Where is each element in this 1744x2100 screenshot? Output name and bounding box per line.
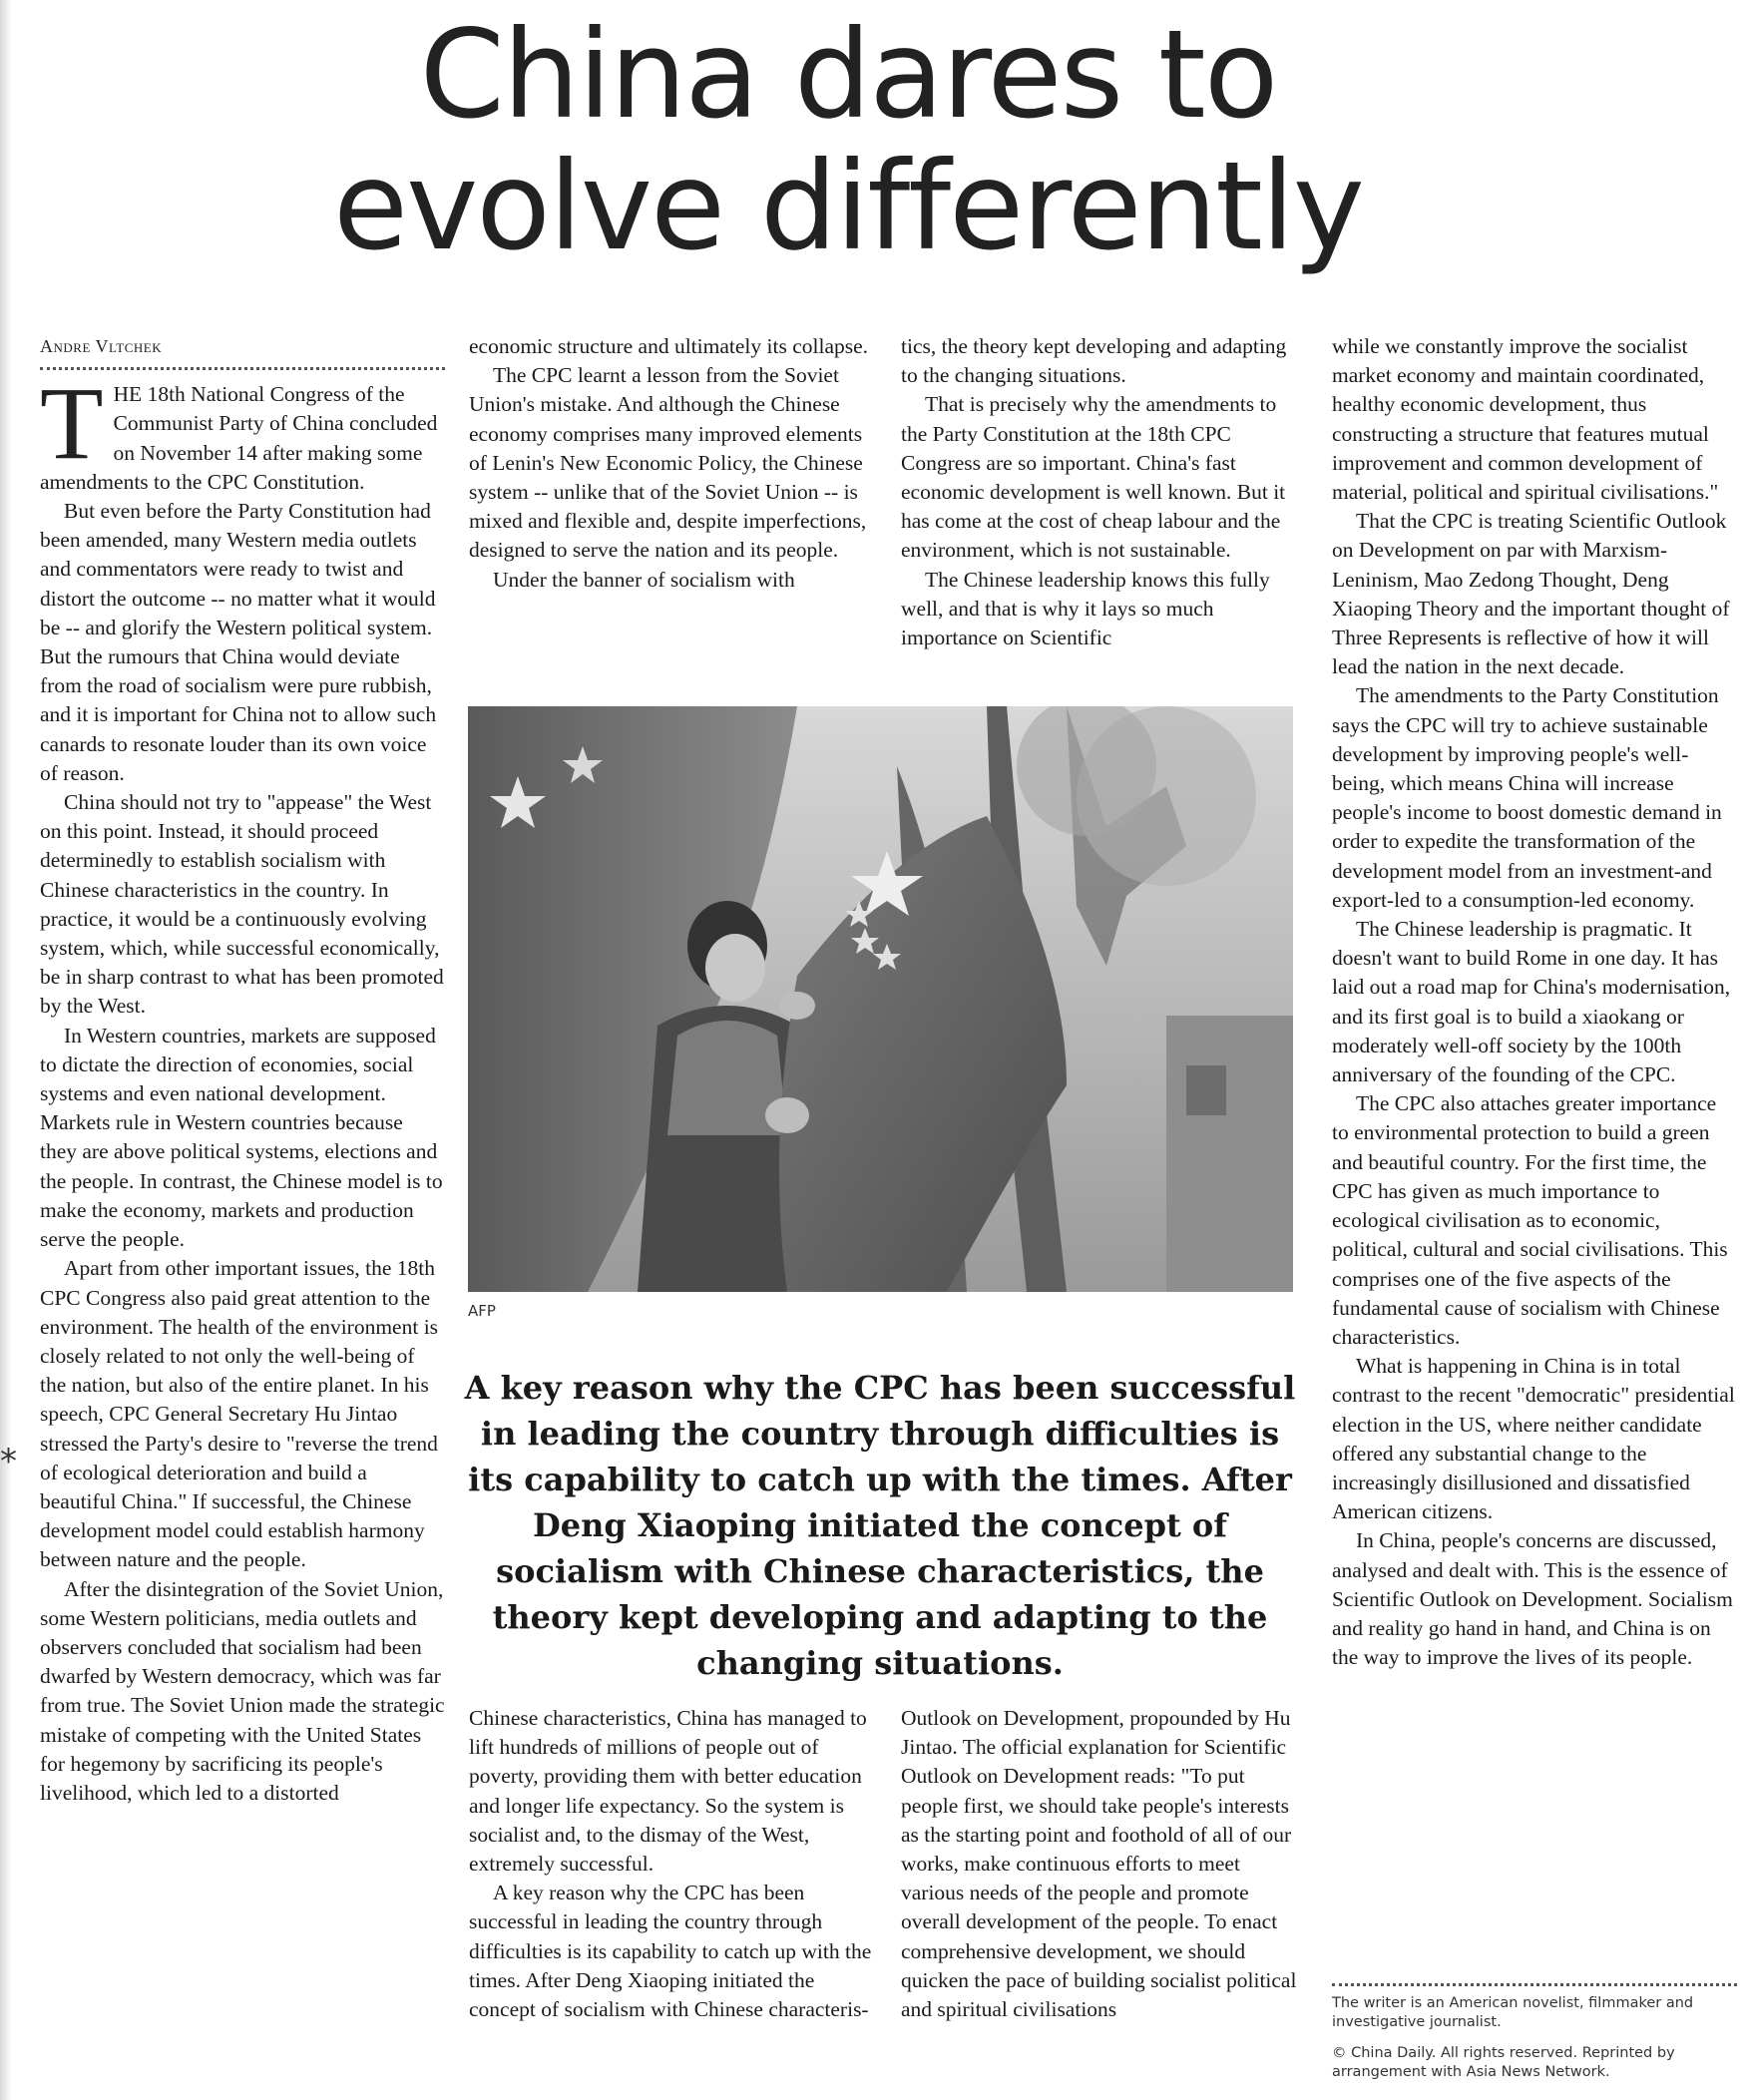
column-2-top <box>469 332 874 686</box>
paragraph: The CPC learnt a lesson from the Soviet Union's mistake. And although the Chinese economy comprises many improved elements of Lenin's New Economic Policy, the Chinese system -- unlike that of the Soviet Union -- is mixed and flexible and, despite imperfections, designed to serve the nation and its people. <box>469 363 867 563</box>
flag-photo <box>468 706 1293 1292</box>
paragraph: In Western countries, markets are supposed to dictate the direction of economies, social systems and even national development. Markets rule in Western countries because they are above political systems, elections and the people. In contrast, the Chinese model is to make the economy, markets and production serve the people. <box>40 1023 443 1252</box>
copyright-notice: © China Daily. All rights reserved. Reprinted by arrangement with Asia News Network. <box>1332 2045 1675 2080</box>
paragraph: What is happening in China is in total contrast to the recent "democratic" presidential election in the US, where neither candidate offered any substantial change to the increasingly disillusioned and dissatisfied American citizens. <box>1332 1354 1735 1524</box>
paragraph: while we constantly improve the socialist market economy and maintain coordinated, healthy economic development, thus constructing a structure that features mutual improvement and common development of material, political and spiritual civilisations." <box>1332 334 1719 505</box>
photo-credit: AFP <box>468 1302 496 1320</box>
paragraph: Under the banner of socialism with <box>493 567 795 592</box>
paragraph: economic structure and ultimately its collapse. <box>469 334 869 358</box>
byline: Andre Vltchek <box>40 332 445 370</box>
binding-mark-icon: * <box>0 1442 17 1481</box>
paragraph-text: HE 18th National Congress of the Communist Party of China concluded on November 14 after making some amendments to the CPC Constitution. <box>40 382 438 494</box>
paragraph: That the CPC is treating Scientific Outlook on Development on par with Marxism-Leninism, Mao Zedong Thought, Deng Xiaoping Theory and the important thought of Three Represents is reflective of how it will lead the nation in the next decade. <box>1332 509 1730 679</box>
paragraph: In China, people's concerns are discussed, analysed and dealt with. This is the essence of Scientific Outlook on Development. Socialism and reality go hand in hand, and China is on the way to improve the lives of its people. <box>1332 1528 1733 1670</box>
lead-paragraph <box>40 366 445 497</box>
paragraph: tics, the theory kept developing and adapting to the changing situations. <box>901 334 1287 388</box>
paragraph: Outlook on Development, propounded by Hu Jintao. The official explanation for Scientific Outlook on Development reads: "To put people first, we should take people's interests as the starting point and foothold of all of our works, make continuous efforts to meet various needs of the people and promote overall development of the people. To enact comprehensive development, we should quicken the pace of building socialist political and spiritual civilisations <box>901 1706 1297 2022</box>
paragraph: After the disintegration of the Soviet Union, some Western politicians, media outlets and observers concluded that socialism had been dwarfed by Western democracy, which was far from true. The Soviet Union made the strategic mistake of competing with the United States for hegemony by sacrificing its people's livelihood, which led to a distorted <box>40 1576 445 1805</box>
column-4 <box>1332 332 1737 1998</box>
drop-cap: T <box>40 366 104 482</box>
column-3-bottom <box>901 1704 1306 2093</box>
paragraph: The Chinese leadership knows this fully well, and that is why it lays so much importance on Scientific <box>901 567 1270 650</box>
column-2-bottom <box>469 1704 874 2093</box>
headline: China dares to evolve differently <box>333 4 1363 277</box>
paragraph: But even before the Party Constitution had been amended, many Western media outlets and commentators were ready to twist and distort the outcome -- no matter what it would be -- and glorify the Western political system. But the rumours that China would deviate from the road of socialism were pure rubbish, and it is important for China not to allow such canards to resonate louder than its own voice of reason. <box>40 499 437 785</box>
paragraph: Apart from other important issues, the 18th CPC Congress also paid great attention to the environment. The health of the environment is closely related to not only the well-being of the nation, but also of the entire planet. In his speech, CPC General Secretary Hu Jintao stressed the Party's desire to "reverse the trend of ecological deterioration and build a beautiful China." If successful, the Chinese development model could establish harmony between nature and the people. <box>40 1256 439 1572</box>
author-footnote <box>1332 1983 1737 2094</box>
paragraph: Chinese characteristics, China has managed to lift hundreds of millions of people out of poverty, providing them with better education and longer life expectancy. So the system is socialist and, to the dismay of the West, extremely successful. <box>469 1706 867 1877</box>
author-bio: The writer is an American novelist, filmmaker and investigative journalist. <box>1332 1995 1694 2030</box>
paragraph: The Chinese leadership is pragmatic. It doesn't want to build Rome in one day. It has laid out a road map for China's modernisation, and its first goal is to build a xiaokang or moderately well-off society by the 100th anniversary of the founding of the CPC. <box>1332 917 1731 1087</box>
page-edge <box>0 0 12 2100</box>
paragraph: China should not try to "appease" the West on this point. Instead, it should proceed determinedly to establish socialism with Chinese characteristics in the country. In practice, it would be a continuously evolving system, which, while successful economically, be in sharp contrast to what has been promoted by the West. <box>40 790 444 1019</box>
column-1 <box>40 332 445 2093</box>
pull-quote: A key reason why the CPC has been successful in leading the country through difficulties is its capability to catch up with the times. After Deng Xiaoping initiated the concept of socialism with Chinese characteristics, the theory kept developing and adapting to the changing situations. <box>464 1369 1296 1682</box>
column-3-top <box>901 332 1306 686</box>
paragraph: That is precisely why the amendments to the Party Constitution at the 18th CPC Congress are so important. China's fast economic development is well known. But it has come at the cost of cheap labour and the environment, which is not sustainable. <box>901 392 1286 563</box>
paragraph: The CPC also attaches greater importance to environmental protection to build a green and beautiful country. For the first time, the CPC has given as much importance to ecological civilisation as to economic, political, cultural and social civilisations. This comprises one of the five aspects of the fundamental cause of socialism with Chinese characteristics. <box>1332 1091 1728 1349</box>
paragraph: A key reason why the CPC has been successful in leading the country through difficulties is its capability to catch up with the times. After Deng Xiaoping initiated the concept of socialism with Chinese characteris- <box>469 1881 872 2022</box>
paragraph: The amendments to the Party Constitution says the CPC will try to achieve sustainable development by improving people's well-being, which means China will increase people's income to boost domestic demand in order to expedite the transformation of the development model from an investment-and export-led to a consumption-led economy. <box>1332 683 1722 912</box>
